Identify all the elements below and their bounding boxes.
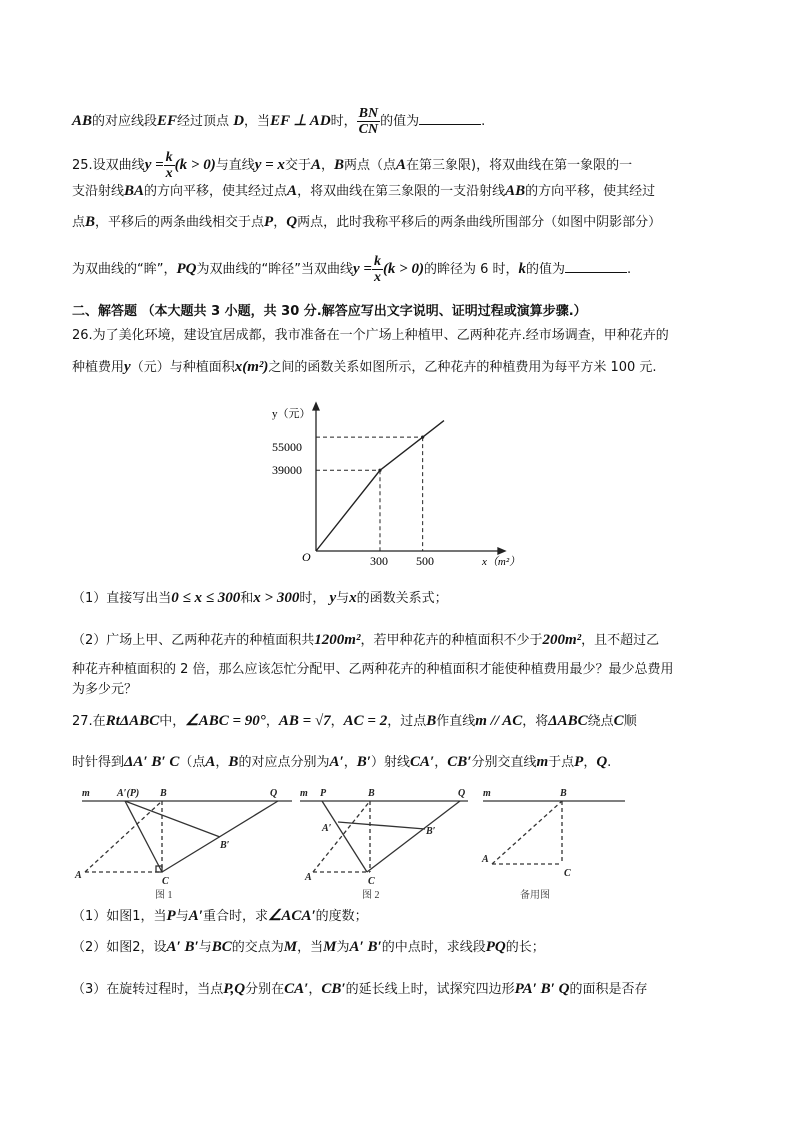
- q27-part1: （1）如图1，当P与A′重合时，求∠ACA′的度数；: [72, 908, 368, 924]
- q26-part1: （1）直接写出当0 ≤ x ≤ 300和x > 300时， y与x的函数关系式；: [72, 590, 448, 606]
- fig1-label-c: C: [162, 876, 169, 887]
- q26-line2: 种植费用y（元）与种植面积x(m²)之间的函数关系如图所示，乙种花卉的种植费用为每平方米 100 元.: [72, 359, 657, 375]
- y-tick-55000: 55000: [272, 440, 302, 454]
- section-heading: 二、解答题 （本大题共 3 小题，共 30 分.解答应写出文字说明、证明过程或演算步骤.）: [72, 304, 587, 319]
- spare-label-c: C: [564, 868, 571, 879]
- x-tick-300: 300: [370, 554, 388, 568]
- x-axis-label: x（m²）: [482, 556, 521, 568]
- fraction-k-x: $\frac{k}{x}$: [373, 254, 381, 285]
- fraction-bn-cn: $\frac{BN}{CN}$: [358, 106, 379, 137]
- y-arrow-icon: [313, 403, 319, 410]
- data-point-0: [378, 469, 381, 472]
- fig2-label-ap: A′: [322, 823, 332, 834]
- spare-label-m: m: [483, 788, 491, 799]
- y-axis-label: y（元）: [272, 408, 311, 420]
- cost-chart: [250, 395, 550, 575]
- q26-line1: 26.为了美化环境，建设宜居成都，我市准备在一个广场上种植甲、乙两种花卉.经市场调查，甲种花卉的: [72, 328, 669, 343]
- fig1-label-bp: B′: [220, 840, 230, 851]
- q27-part3: （3）在旋转过程时，当点P,Q分别在CA′，CB′的延长线上时，试探究四边形PA′ B′ Q的面积是否存: [72, 981, 648, 997]
- fig2-label-q: Q: [458, 788, 466, 799]
- q26-part2-line1: （2）广场上甲、乙两种花卉的种植面积共1200m²，若甲种花卉的种植面积不少于200m²，且不超过乙: [72, 632, 660, 648]
- q25-line4: 为双曲线的“眸”，PQ为双曲线的“眸径”当双曲线y = $\frac{k}{x}$ (k > 0)的眸径为 6 时，k的值为 .: [72, 254, 632, 285]
- fig2-label-a: A: [305, 872, 312, 883]
- y-tick-39000: 39000: [272, 463, 302, 477]
- q25-line1: 25.设双曲线y = $\frac{k}{x}$ (k > 0)与直线y = x交于A，B两点（点A在第三象限)，将双曲线在第一象限的一: [72, 150, 633, 181]
- fraction-k-x: $\frac{k}{x}$: [165, 150, 173, 181]
- data-point-1: [421, 436, 424, 439]
- spare-caption: 备用图: [520, 890, 550, 901]
- origin-label: O: [302, 550, 311, 564]
- fig1-label-b: B: [160, 788, 167, 799]
- answer-blank: [565, 260, 627, 273]
- fig2-label-b: B: [368, 788, 375, 799]
- q26-part2-line3: 为多少元？: [72, 682, 138, 697]
- q27-line2: 时针得到ΔA′ B′ C（点A，B的对应点分别为A′，B′）射线CA′，CB′分别交直线m于点P，Q.: [72, 754, 612, 770]
- fig2-label-bp: B′: [426, 826, 436, 837]
- answer-blank: [419, 112, 481, 125]
- x-tick-500: 500: [416, 554, 434, 568]
- fig1-label-ap: A′(P): [117, 788, 140, 799]
- spare-label-a: A: [482, 854, 489, 865]
- q25-line2: 支沿射线BA的方向平移，使其经过点A，将双曲线在第三象限的一支沿射线AB的方向平移，使其经过: [72, 183, 656, 199]
- spare-label-b: B: [560, 788, 567, 799]
- q25-line3: 点B，平移后的两条曲线相交于点P，Q两点，此时我称平移后的两条曲线所围部分（如图中阴影部分）: [72, 214, 662, 230]
- fig1-label-m: m: [82, 788, 90, 799]
- fig2-label-p: P: [320, 788, 327, 799]
- fig1-label-a: A: [75, 870, 82, 881]
- fig1-caption: 图 1: [155, 890, 173, 901]
- q27-line1: 27.在RtΔABC中，∠ABC = 90°，AB = √7，AC = 2，过点B作直线m // AC，将ΔABC绕点C顺: [72, 713, 637, 729]
- q26-part2-line2: 种花卉种植面积的 2 倍，那么应该怎忙分配甲、乙两种花卉的种植面积才能使种植费用最少？最少总费用: [72, 662, 674, 677]
- q27-figures: [70, 778, 630, 903]
- fig1-label-q: Q: [270, 788, 278, 799]
- x-arrow-icon: [498, 548, 505, 554]
- q24-tail: AB的对应线段EF经过顶点 D，当EF ⊥ AD时， $\frac{BN}{CN}$ 的值为 .: [72, 106, 486, 137]
- fig2-caption: 图 2: [362, 890, 380, 901]
- q27-part2: （2）如图2，设A′ B′与BC的交点为M，当M为A′ B′的中点时，求线段PQ的长；: [72, 939, 545, 955]
- fig2-label-m: m: [300, 788, 308, 799]
- fig2-label-c: C: [368, 876, 375, 887]
